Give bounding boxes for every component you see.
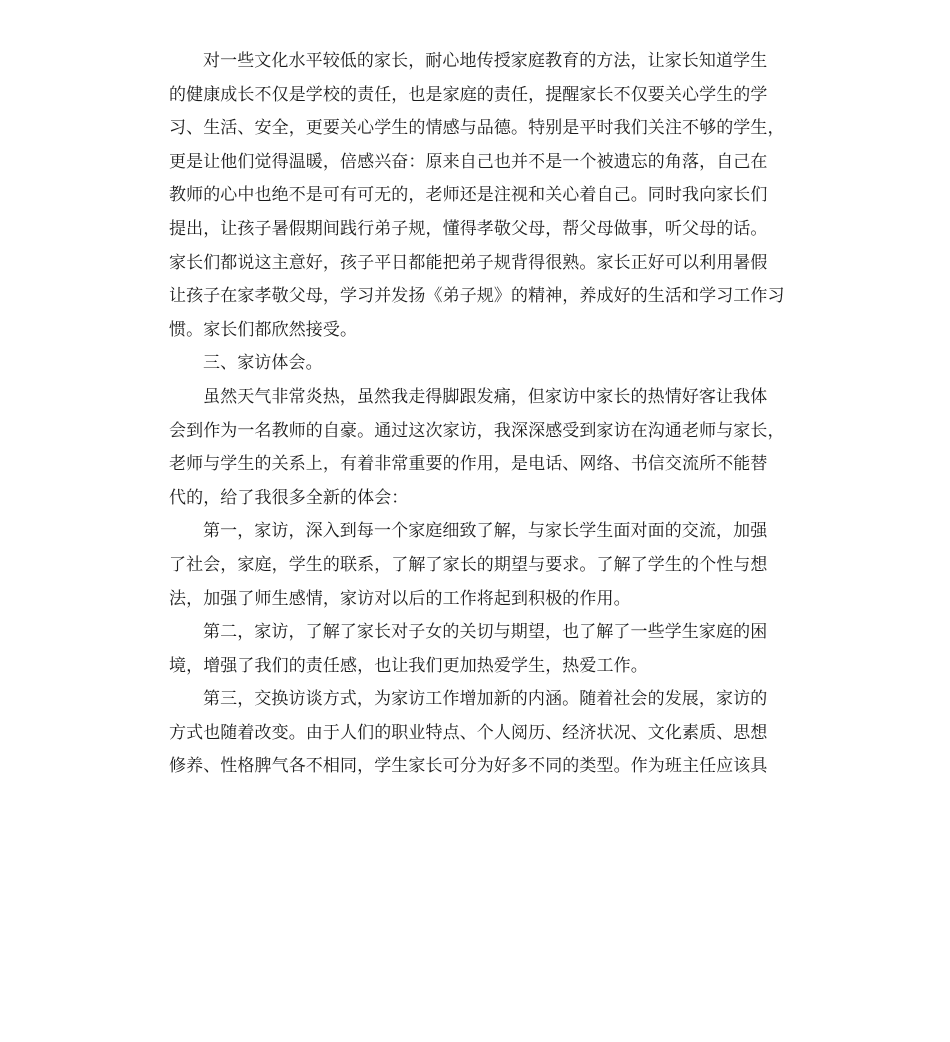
- section-heading: 三、家访体会。: [203, 353, 323, 374]
- text-line: 对一些文化水平较低的家长，耐心地传授家庭教育的方法，让家长知道学生: [203, 51, 768, 71]
- text-line: 习、生活、安全，更要关心学生的情感与品德。特别是平时我们关注不够的学生，: [169, 118, 785, 139]
- text-line: 代的，给了我很多全新的体会：: [169, 487, 409, 508]
- text-line: 第二，家访，了解了家长对子女的关切与期望，也了解了一些学生家庭的困: [203, 622, 768, 643]
- text-line: 让孩子在家孝敬父母，学习并发扬《弟子规》的精神，养成好的生活和学习工作习: [169, 286, 785, 307]
- text-line: 修养、性格脾气各不相同，学生家长可分为好多不同的类型。作为班主任应该具: [169, 756, 768, 777]
- text-line: 提出，让孩子暑假期间践行弟子规，懂得孝敬父母，帮父母做事，听父母的话。: [169, 218, 768, 239]
- text-line: 更是让他们觉得温暖，倍感兴奋：原来自己也并不是一个被遗忘的角落，自己在: [169, 151, 768, 172]
- text-line: 惯。家长们都欣然接受。: [169, 319, 358, 340]
- text-line: 老师与学生的关系上，有着非常重要的作用，是电话、网络、书信交流所不能替: [169, 454, 768, 475]
- text-line: 家长们都说这主意好，孩子平日都能把弟子规背得很熟。家长正好可以利用暑假: [169, 252, 768, 273]
- text-line: 的健康成长不仅是学校的责任，也是家庭的责任，提醒家长不仅要关心学生的学: [169, 84, 768, 105]
- document-body: [169, 45, 809, 784]
- text-line: 方式也随着改变。由于人们的职业特点、个人阅历、经济状况、文化素质、思想: [169, 722, 768, 743]
- text-line: 了社会，家庭，学生的联系，了解了家长的期望与要求。了解了学生的个性与想: [169, 554, 768, 575]
- text-line: 境，增强了我们的责任感，也让我们更加热爱学生，热爱工作。: [169, 655, 648, 676]
- text-line: 第一，家访，深入到每一个家庭细致了解，与家长学生面对面的交流，加强: [203, 521, 768, 542]
- text-line: 法，加强了师生感情，家访对以后的工作将起到积极的作用。: [169, 588, 631, 609]
- text-line: 虽然天气非常炎热，虽然我走得脚跟发痛，但家访中家长的热情好客让我体: [203, 386, 768, 407]
- text-line: 第三，交换访谈方式，为家访工作增加新的内涵。随着社会的发展，家访的: [203, 689, 768, 710]
- text-line: 会到作为一名教师的自豪。通过这次家访，我深深感受到家访在沟通老师与家长，: [169, 420, 785, 441]
- text-line: 教师的心中也绝不是可有可无的，老师还是注视和关心着自己。同时我向家长们: [169, 185, 768, 206]
